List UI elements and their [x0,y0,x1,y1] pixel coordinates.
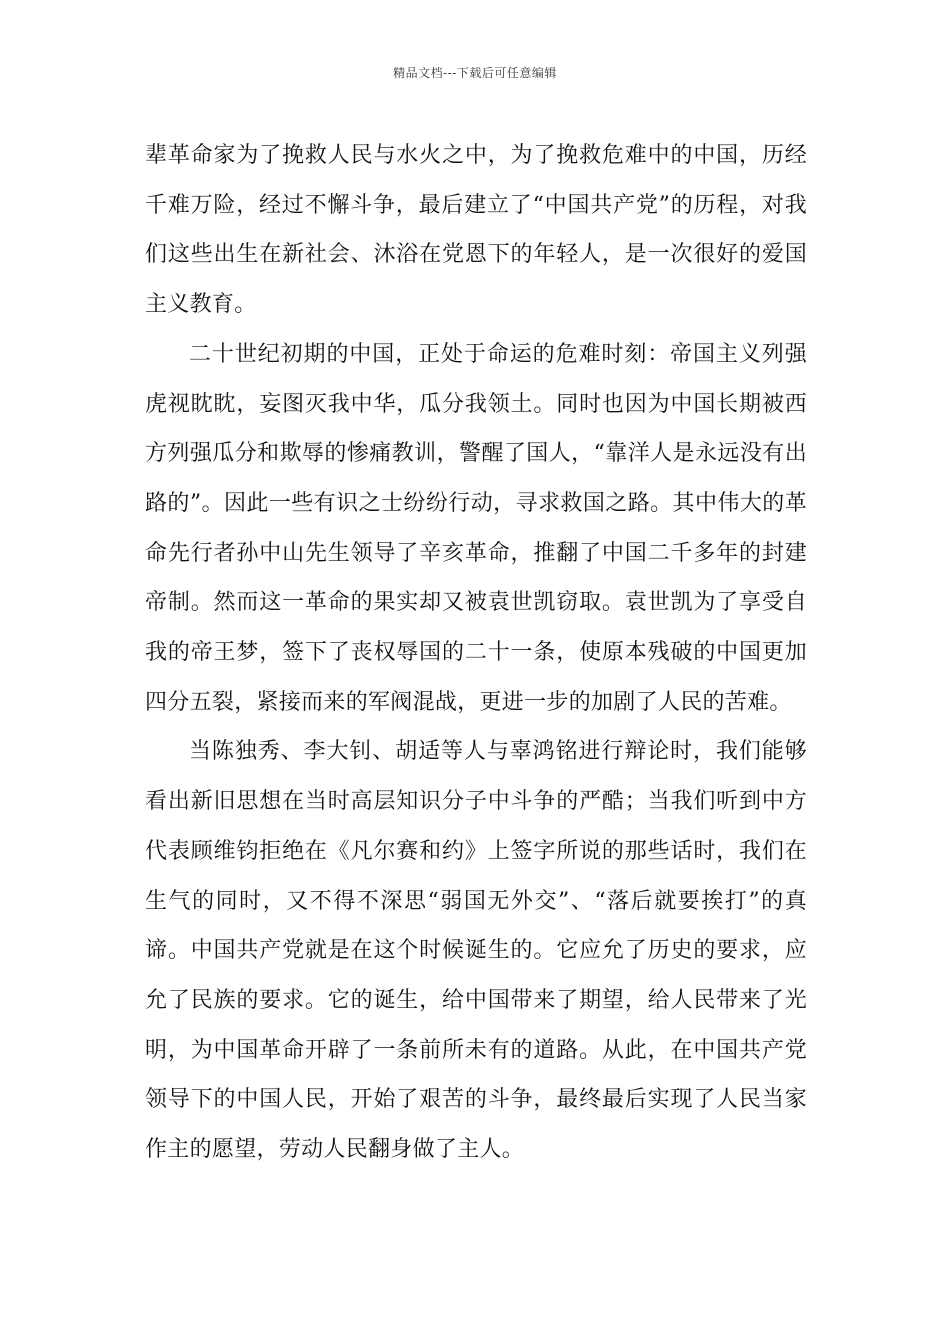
paragraph-3: 当陈独秀、李大钊、胡适等人与辜鸿铭进行辩论时，我们能够看出新旧思想在当时高层知识分子中斗争的严酷；当我们听到中方代表顾维钧拒绝在《凡尔赛和约》上签字所说的那些话时，我们在生气的同时，又不得不深思“弱国无外交”、“落后就要挨打”的真谛。中国共产党就是在这个时候诞生的。它应允了历史的要求，应允了民族的要求。它的诞生，给中国带来了期望，给人民带来了光明，为中国革命开辟了一条前所未有的道路。从此，在中国共产党领导下的中国人民，开始了艰苦的斗争，最终最后实现了人民当家作主的愿望，劳动人民翻身做了主人。 [145,739,807,1163]
document-body [145,131,807,1175]
paragraph-1: 辈革命家为了挽救人民与水火之中，为了挽救危难中的中国，历经千难万险，经过不懈斗争，最后建立了“中国共产党”的历程，对我们这些出生在新社会、沐浴在党恩下的年轻人，是一次很好的爱国主义教育。 [145,143,807,318]
paragraph-2: 二十世纪初期的中国，正处于命运的危难时刻：帝国主义列强虎视眈眈，妄图灭我中华，瓜分我领土。同时也因为中国长期被西方列强瓜分和欺辱的惨痛教训，警醒了国人，“靠洋人是永远没有出路的”。因此一些有识之士纷纷行动，寻求救国之路。其中伟大的革命先行者孙中山先生领导了辛亥革命，推翻了中国二千多年的封建帝制。然而这一革命的果实却又被袁世凯窃取。袁世凯为了享受自我的帝王梦，签下了丧权辱国的二十一条，使原本残破的中国更加四分五裂，紧接而来的军阀混战，更进一步的加剧了人民的苦难。 [145,341,807,715]
page-header: 精品文档---下载后可任意编辑 [393,66,557,80]
